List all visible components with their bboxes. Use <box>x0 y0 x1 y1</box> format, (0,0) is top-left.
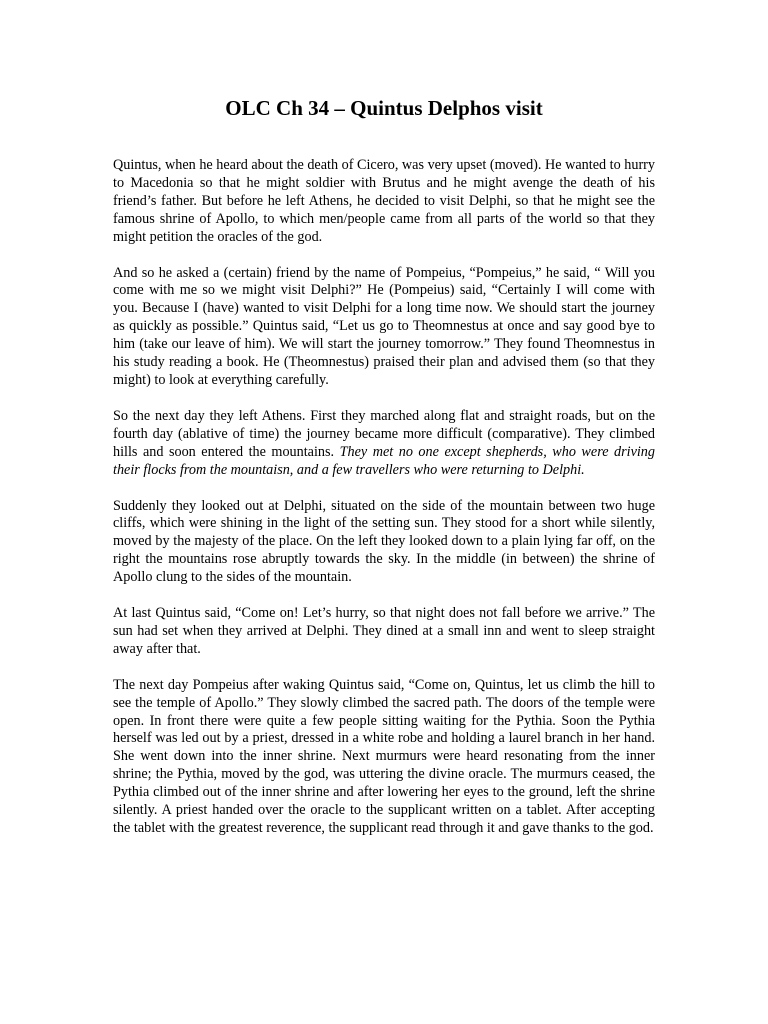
paragraph-4: Suddenly they looked out at Delphi, situated on the side of the mountain between two huge cliffs, which were shining in the light of the setting sun. They stood for a short while silently, moved by the majesty of the place. On the left they looked down to a plain lying far off, on the right the mountains rose abruptly towards the sky. In the middle (in between) the shrine of Apollo clung to the sides of the mountain. <box>113 497 655 586</box>
paragraph-6: The next day Pompeius after waking Quintus said, “Come on, Quintus, let us climb the hill to see the temple of Apollo.” They slowly climbed the sacred path. The doors of the temple were open. In front there were quite a few people sitting waiting for the Pythia. Soon the Pythia herself was led out by a priest, dressed in a white robe and holding a laurel branch in her hand. She went down into the inner shrine. Next murmurs were heard resonating from the inner shrine; the Pythia, moved by the god, was uttering the divine oracle. The murmurs ceased, the Pythia climbed out of the inner shrine and after lowering her eyes to the ground, left the shrine silently. A priest handed over the oracle to the supplicant written on a tablet. After accepting the tablet with the greatest reverence, the supplicant read through it and gave thanks to the god. <box>113 676 655 836</box>
paragraph-5: At last Quintus said, “Come on! Let’s hurry, so that night does not fall before we arrive.” The sun had set when they arrived at Delphi. They dined at a small inn and went to sleep straight away after that. <box>113 605 655 657</box>
paragraph-3-italic-text: They met no one except shepherds, who were driving their flocks from the mountaisn, and a few travellers who were returning to Delphi. <box>113 443 655 478</box>
paragraph-2: And so he asked a (certain) friend by the name of Pompeius, “Pompeius,” he said, “ Will you come with me so we might visit Delphi?” He (Pompeius) said, “Certainly I will come with you. Because I (have) wanted to visit Delphi for a long time now. We should start the journey as quickly as possible.” Quintus said, “Let us go to Theomnestus at once and say good bye to him (take our leave of him). We will start the journey tomorrow.” They found Theomnestus in his study reading a book. He (Theomnestus) praised their plan and advised them (so that they might) to look at everything carefully. <box>113 264 655 388</box>
paragraph-1: Quintus, when he heard about the death of Cicero, was very upset (moved). He wanted to hurry to Macedonia so that he might soldier with Brutus and he might avenge the death of his friend’s father. But before he left Athens, he decided to visit Delphi, so that he might see the famous shrine of Apollo, to which men/people came from all parts of the world so that they might petition the oracles of the god. <box>113 157 655 245</box>
document-page <box>113 95 655 856</box>
document-title: OLC Ch 34 – Quintus Delphos visit <box>225 96 543 120</box>
paragraph-3 <box>113 408 655 480</box>
paragraph-3-text: So the next day they left Athens. First they marched along flat and straight roads, but on the fourth day (ablative of time) the journey became more difficult (comparative). They climbed hills and soon entered the mountains. <box>113 407 655 460</box>
